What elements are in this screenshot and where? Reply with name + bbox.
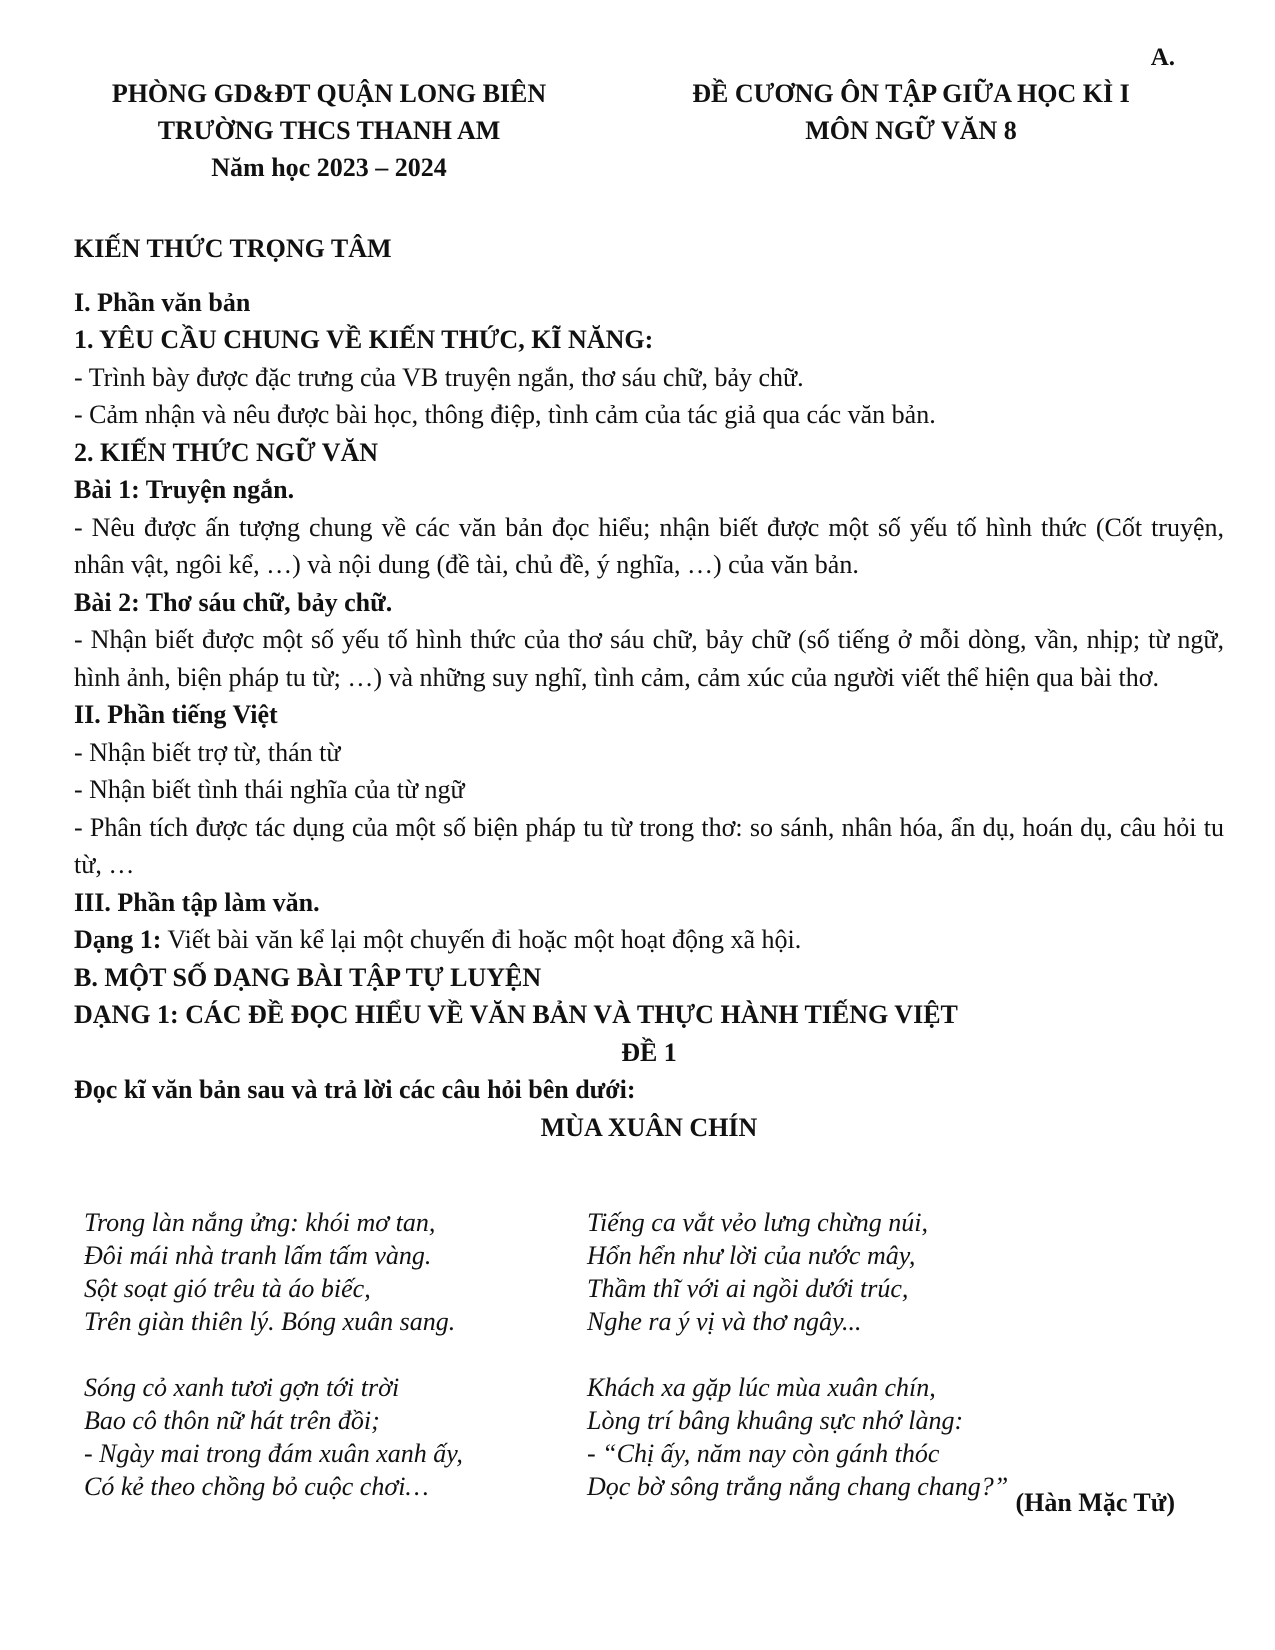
poem-line: Hổn hển như lời của nước mây, — [587, 1241, 916, 1270]
lesson1-title: Bài 1: Truyện ngắn. — [74, 475, 295, 504]
header-title-block — [616, 75, 1206, 149]
document-header — [74, 75, 1224, 195]
poem-line: Đôi mái nhà tranh lấm tấm vàng. — [84, 1241, 432, 1270]
exam-instruction: Đọc kĩ văn bản sau và trả lời các câu hỏi bên dưới: — [74, 1075, 636, 1104]
partB-type1: DẠNG 1: CÁC ĐỀ ĐỌC HIỂU VỀ VĂN BẢN VÀ THỰC HÀNH TIẾNG VIỆT — [74, 1000, 958, 1029]
knowledge-title: 2. KIẾN THỨC NGỮ VĂN — [74, 437, 379, 467]
poem-line: Lòng trí bâng khuâng sực nhớ làng: — [587, 1406, 964, 1435]
lesson1-text: - Nêu được ấn tượng chung về các văn bản đọc hiểu; nhận biết được một số yếu tố hình thức (Cốt truyện, nhân vật, ngôi kể, …) và nội dung (đề tài, chủ đề, ý nghĩa, …) của văn bản. — [74, 512, 1224, 579]
poem-line: Sột soạt gió trêu tà áo biếc, — [84, 1274, 371, 1303]
document-body — [74, 230, 1224, 1146]
poem — [84, 1206, 1184, 1503]
requirements-title: 1. YÊU CẦU CHUNG VỀ KIẾN THỨC, KĨ NĂNG: — [74, 325, 654, 354]
poem-author: (Hàn Mặc Tử) — [1015, 1488, 1175, 1517]
poem-line: Trong làn nắng ửng: khói mơ tan, — [84, 1208, 436, 1237]
header-document-title: ĐỀ CƯƠNG ÔN TẬP GIỮA HỌC KÌ I — [692, 79, 1130, 108]
header-department: PHÒNG GD&ĐT QUẬN LONG BIÊN — [111, 79, 547, 108]
header-subject: MÔN NGỮ VĂN 8 — [805, 116, 1017, 145]
part3-title: III. Phần tập làm văn. — [74, 887, 320, 917]
poem-column-left — [84, 1371, 463, 1503]
lesson2-title: Bài 2: Thơ sáu chữ, bảy chữ. — [74, 587, 393, 617]
requirement-item: - Trình bày được đặc trưng của VB truyện ngắn, thơ sáu chữ, bảy chữ. — [74, 362, 804, 392]
part3-type — [74, 921, 1224, 959]
poem-line: Bao cô thôn nữ hát trên đồi; — [84, 1406, 380, 1435]
poem-column-right — [587, 1371, 1008, 1503]
poem-stanza — [84, 1371, 1184, 1503]
part3-type-label: Dạng 1: — [74, 925, 162, 954]
poem-stanza — [84, 1206, 1184, 1338]
poem-line: Trên giàn thiên lý. Bóng xuân sang. — [84, 1307, 456, 1336]
poem-line: - Ngày mai trong đám xuân xanh ấy, — [84, 1439, 463, 1468]
poem-line: Dọc bờ sông trắng nắng chang chang?” — [587, 1472, 1009, 1501]
part2-item: - Nhận biết tình thái nghĩa của từ ngữ — [74, 775, 465, 804]
poem-title: MÙA XUÂN CHÍN — [540, 1112, 758, 1142]
header-school-block — [74, 75, 584, 186]
poem-line: Có kẻ theo chồng bỏ cuộc chơi… — [84, 1472, 429, 1501]
page-corner-mark: A. — [1150, 44, 1175, 71]
exam-number: ĐỀ 1 — [621, 1037, 677, 1067]
header-school-name: TRƯỜNG THCS THANH AM — [157, 116, 501, 145]
poem-column-right — [587, 1206, 928, 1338]
poem-line: Tiếng ca vắt vẻo lưng chừng núi, — [587, 1208, 929, 1237]
part2-title: II. Phần tiếng Việt — [74, 700, 278, 729]
partB-title: B. MỘT SỐ DẠNG BÀI TẬP TỰ LUYỆN — [74, 962, 542, 992]
part2-item: - Phân tích được tác dụng của một số biện pháp tu từ trong thơ: so sánh, nhân hóa, ẩn dụ, hoán dụ, câu hỏi tu từ, … — [74, 812, 1224, 879]
lesson2-text: - Nhận biết được một số yếu tố hình thức của thơ sáu chữ, bảy chữ (số tiếng ở mỗi dòng, vần, nhịp; từ ngữ, hình ảnh, biện pháp tu từ; …) và những suy nghĩ, tình cảm, cảm xúc của người viết thể hiện qua bài thơ. — [74, 625, 1224, 692]
poem-line: Thầm thĩ với ai ngồi dưới trúc, — [587, 1274, 909, 1303]
poem-line: Nghe ra ý vị và thơ ngây... — [587, 1307, 862, 1336]
requirement-item: - Cảm nhận và nêu được bài học, thông điệp, tình cảm của tác giả qua các văn bản. — [74, 400, 936, 429]
poem-line: Khách xa gặp lúc mùa xuân chín, — [587, 1373, 936, 1402]
poem-line: Sóng cỏ xanh tươi gợn tới trời — [84, 1373, 400, 1402]
section-title: KIẾN THỨC TRỌNG TÂM — [74, 234, 392, 263]
part2-item: - Nhận biết trợ từ, thán từ — [74, 737, 341, 767]
part3-type-text: Viết bài văn kể lại một chuyến đi hoặc một hoạt động xã hội. — [161, 925, 802, 954]
poem-column-left — [84, 1206, 455, 1338]
header-school-year: Năm học 2023 – 2024 — [211, 153, 447, 182]
poem-line: - “Chị ấy, năm nay còn gánh thóc — [587, 1439, 940, 1468]
part1-title: I. Phần văn bản — [74, 287, 251, 317]
